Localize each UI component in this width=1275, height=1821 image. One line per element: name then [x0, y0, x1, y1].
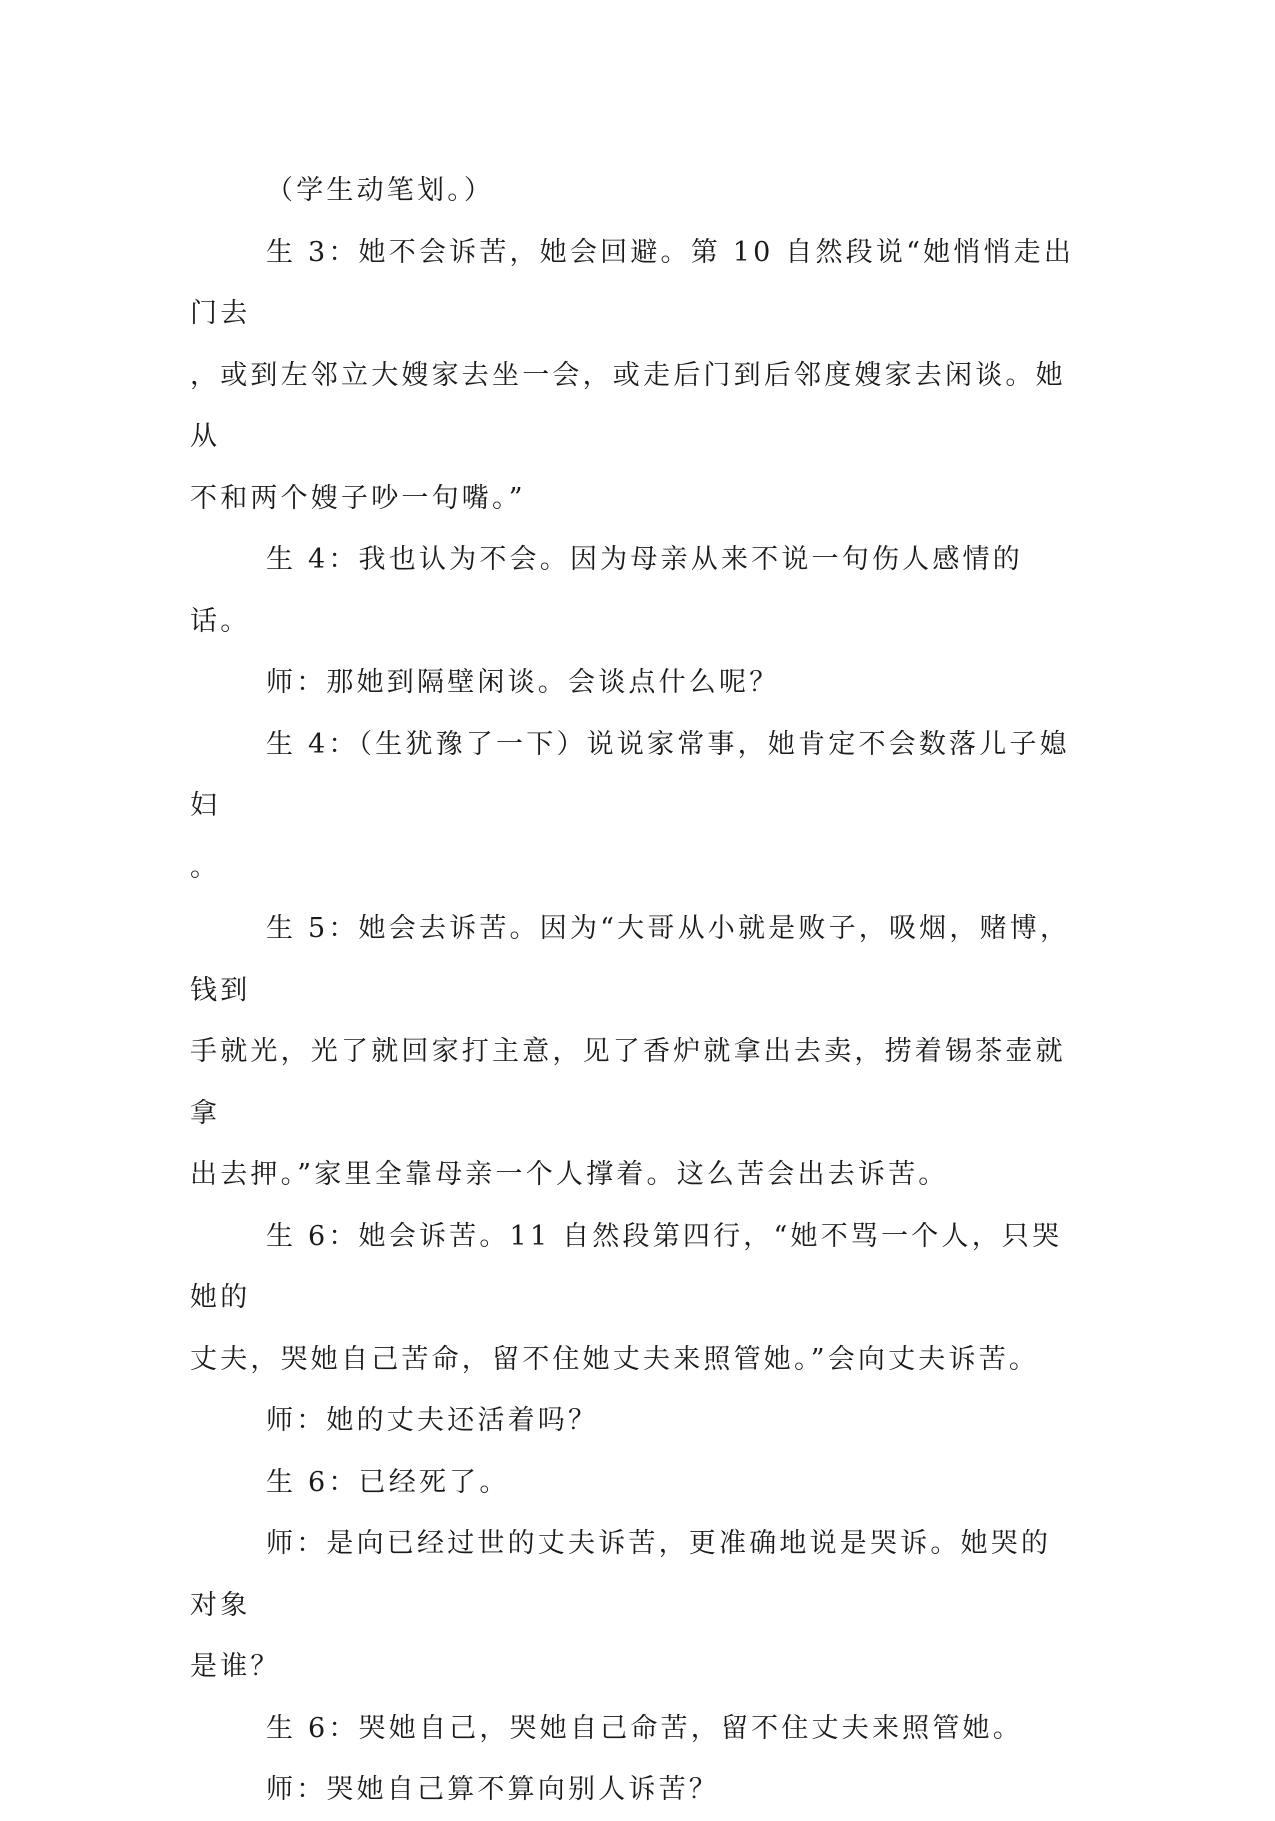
- text-line: 师：是向已经过世的丈夫诉苦，更准确地说是哭诉。她哭的对象: [190, 1528, 1052, 1621]
- text-line: （学生动笔划。）: [266, 175, 495, 206]
- paragraph-3: [190, 529, 1080, 652]
- text-line: 。: [190, 851, 221, 883]
- paragraph-6: [190, 898, 1080, 1206]
- text-line: 生 4：我也认为不会。因为母亲从来不说一句伤人感情的话。: [190, 544, 1023, 637]
- text-line: 手就光，光了就回家打主意，见了香炉就拿出去卖，捞着锡茶壶就拿: [190, 1036, 1066, 1129]
- paragraph-4: [190, 652, 1080, 714]
- paragraph-10: [190, 1513, 1080, 1698]
- body-text: [190, 160, 1080, 1821]
- text-line: 生 3：她不会诉苦，她会回避。第 10 自然段说“她悄悄走出门去: [190, 236, 1075, 329]
- text-line: 师：那她到隔壁闲谈。会谈点什么呢？: [266, 667, 780, 698]
- paragraph-5: [190, 714, 1080, 899]
- text-line: 不和两个嫂子吵一句嘴。”: [190, 482, 526, 514]
- text-line: 生 5：她会去诉苦。因为“大哥从小就是败子，吸烟，赌博，钱到: [190, 913, 1071, 1006]
- text-line: 生 6：已经死了。: [266, 1466, 510, 1498]
- paragraph-7: [190, 1206, 1080, 1391]
- paragraph-8: [190, 1390, 1080, 1452]
- text-line: 生 4：（生犹豫了一下）说说家常事，她肯定不会数落儿子媳妇: [190, 728, 1070, 821]
- text-line: 生 6：她会诉苦。11 自然段第四行，“她不骂一个人，只哭她的: [190, 1220, 1063, 1313]
- paragraph-12: [190, 1759, 1080, 1821]
- text-line: ，或到左邻立大嫂家去坐一会，或走后门到后邻度嫂家去闲谈。她从: [190, 359, 1066, 452]
- paragraph-1: [190, 160, 1080, 222]
- text-line: 师：哭她自己算不算向别人诉苦？: [266, 1774, 719, 1805]
- paragraph-9: [190, 1452, 1080, 1514]
- text-line: 丈夫，哭她自己苦命，留不住她丈夫来照管她。”会向丈夫诉苦。: [190, 1343, 1040, 1375]
- text-line: 是谁？: [190, 1651, 281, 1682]
- text-line: 生 6：哭她自己，哭她自己命苦，留不住丈夫来照管她。: [266, 1712, 1023, 1744]
- paragraph-11: [190, 1698, 1080, 1760]
- text-line: 出去押。”家里全靠母亲一个人撑着。这么苦会出去诉苦。: [190, 1159, 949, 1190]
- paragraph-2: [190, 222, 1080, 530]
- text-line: 师：她的丈夫还活着吗？: [266, 1405, 599, 1436]
